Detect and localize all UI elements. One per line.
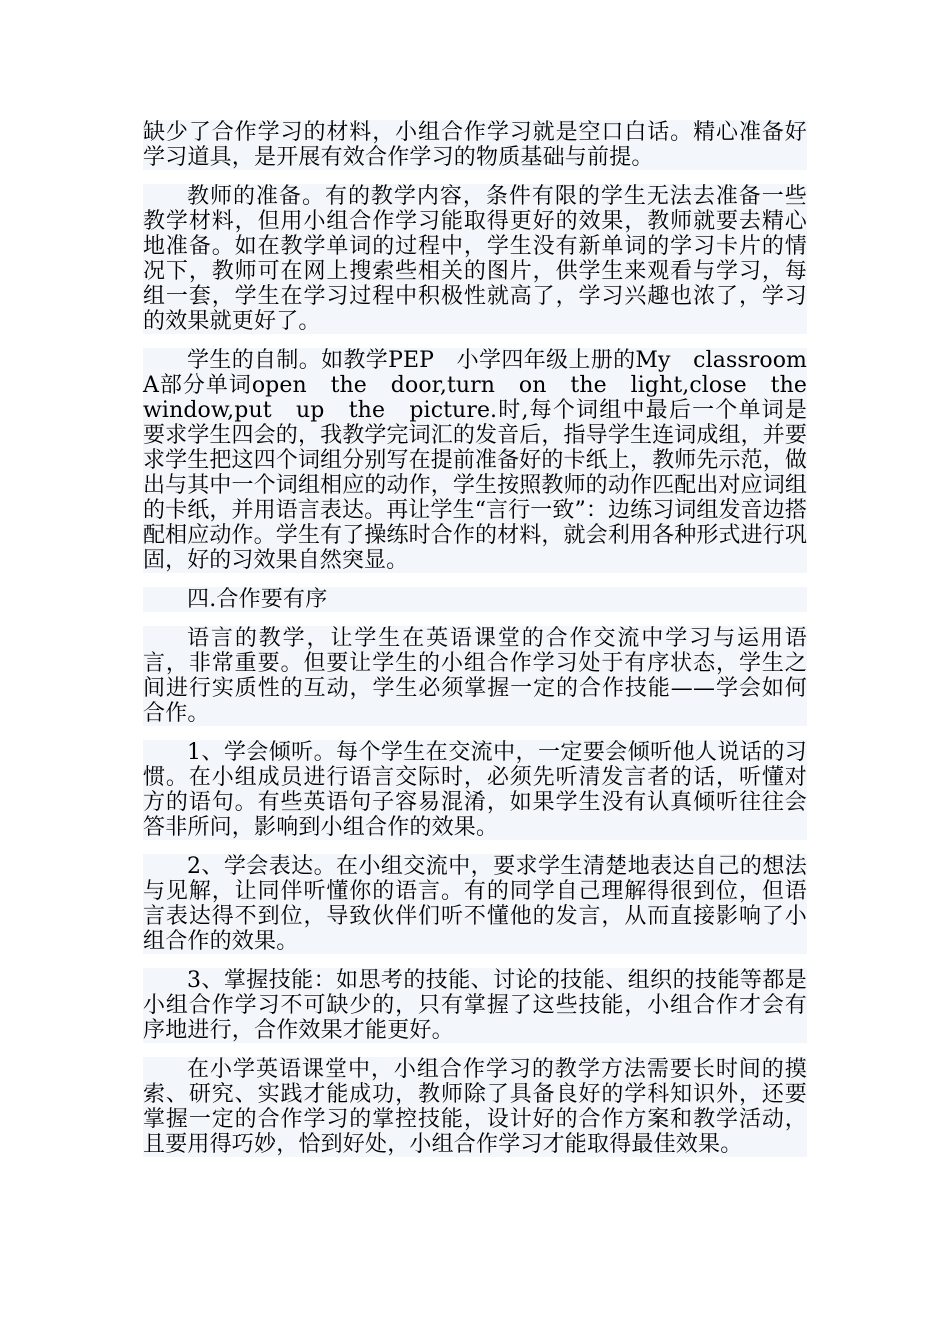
- paragraph-learn-to-listen: 1、学会倾听。每个学生在交流中，一定要会倾听他人说话的习惯。在小组成员进行语言交际时，必须先听清发言者的话，听懂对方的语句。有些英语句子容易混淆，如果学生没有认真倾听往往会答非所问，影响到小组合作的效果。: [143, 740, 807, 840]
- paragraph-conclusion: 在小学英语课堂中，小组合作学习的教学方法需要长时间的摸索、研究、实践才能成功，教师除了具备良好的学科知识外，还要掌握一定的合作学习的掌控技能，设计好的合作方案和教学活动，且要用得巧妙，恰到好处，小组合作学习才能取得最佳效果。: [143, 1057, 807, 1157]
- paragraph-learn-to-express: 2、学会表达。在小组交流中，要求学生清楚地表达自己的想法与见解，让同伴听懂你的语言。有的同学自己理解得很到位，但语言表达得不到位，导致伙伴们听不懂他的发言，从而直接影响了小组合作的效果。: [143, 854, 807, 954]
- paragraph-master-skills: 3、掌握技能：如思考的技能、讨论的技能、组织的技能等都是小组合作学习不可缺少的，只有掌握了这些技能，小组合作才会有序地进行，合作效果才能更好。: [143, 968, 807, 1043]
- document-body: [143, 120, 830, 1171]
- paragraph-language-teaching: 语言的教学，让学生在英语课堂的合作交流中学习与运用语言，非常重要。但要让学生的小组合作学习处于有序状态，学生之间进行实质性的互动，学生必须掌握一定的合作技能——学会如何合作。: [143, 626, 807, 726]
- paragraph-student-self-made: 学生的自制。如教学PEP 小学四年级上册的My classroom A部分单词open the door,turn on the light,close the window,put up the picture.时,每个词组中最后一个单词是要求学生四会的，我教学完词汇的发音后，指导学生连词成组，并要求学生把这四个词组分别写在提前准备好的卡纸上，教师先示范，做出与其中一个词组相应的动作，学生按照教师的动作匹配出对应词组的卡纸，并用语言表达。再让学生“言行一致”：边练习词组发音边搭配相应动作。学生有了操练时合作的材料，就会利用各种形式进行巩固，好的习效果自然突显。: [143, 348, 830, 573]
- paragraph-teacher-preparation: 教师的准备。有的教学内容，条件有限的学生无法去准备一些教学材料，但用小组合作学习能取得更好的效果，教师就要去精心地准备。如在教学单词的过程中，学生没有新单词的学习卡片的情况下，教师可在网上搜索些相关的图片，供学生来观看与学习，每组一套，学生在学习过程中积极性就高了，学习兴趣也浓了，学习的效果就更好了。: [143, 184, 807, 334]
- paragraph-materials-intro: 缺少了合作学习的材料，小组合作学习就是空口白话。精心准备好学习道具，是开展有效合作学习的物质基础与前提。: [143, 120, 807, 170]
- section-heading-orderly-cooperation: 四.合作要有序: [143, 587, 807, 612]
